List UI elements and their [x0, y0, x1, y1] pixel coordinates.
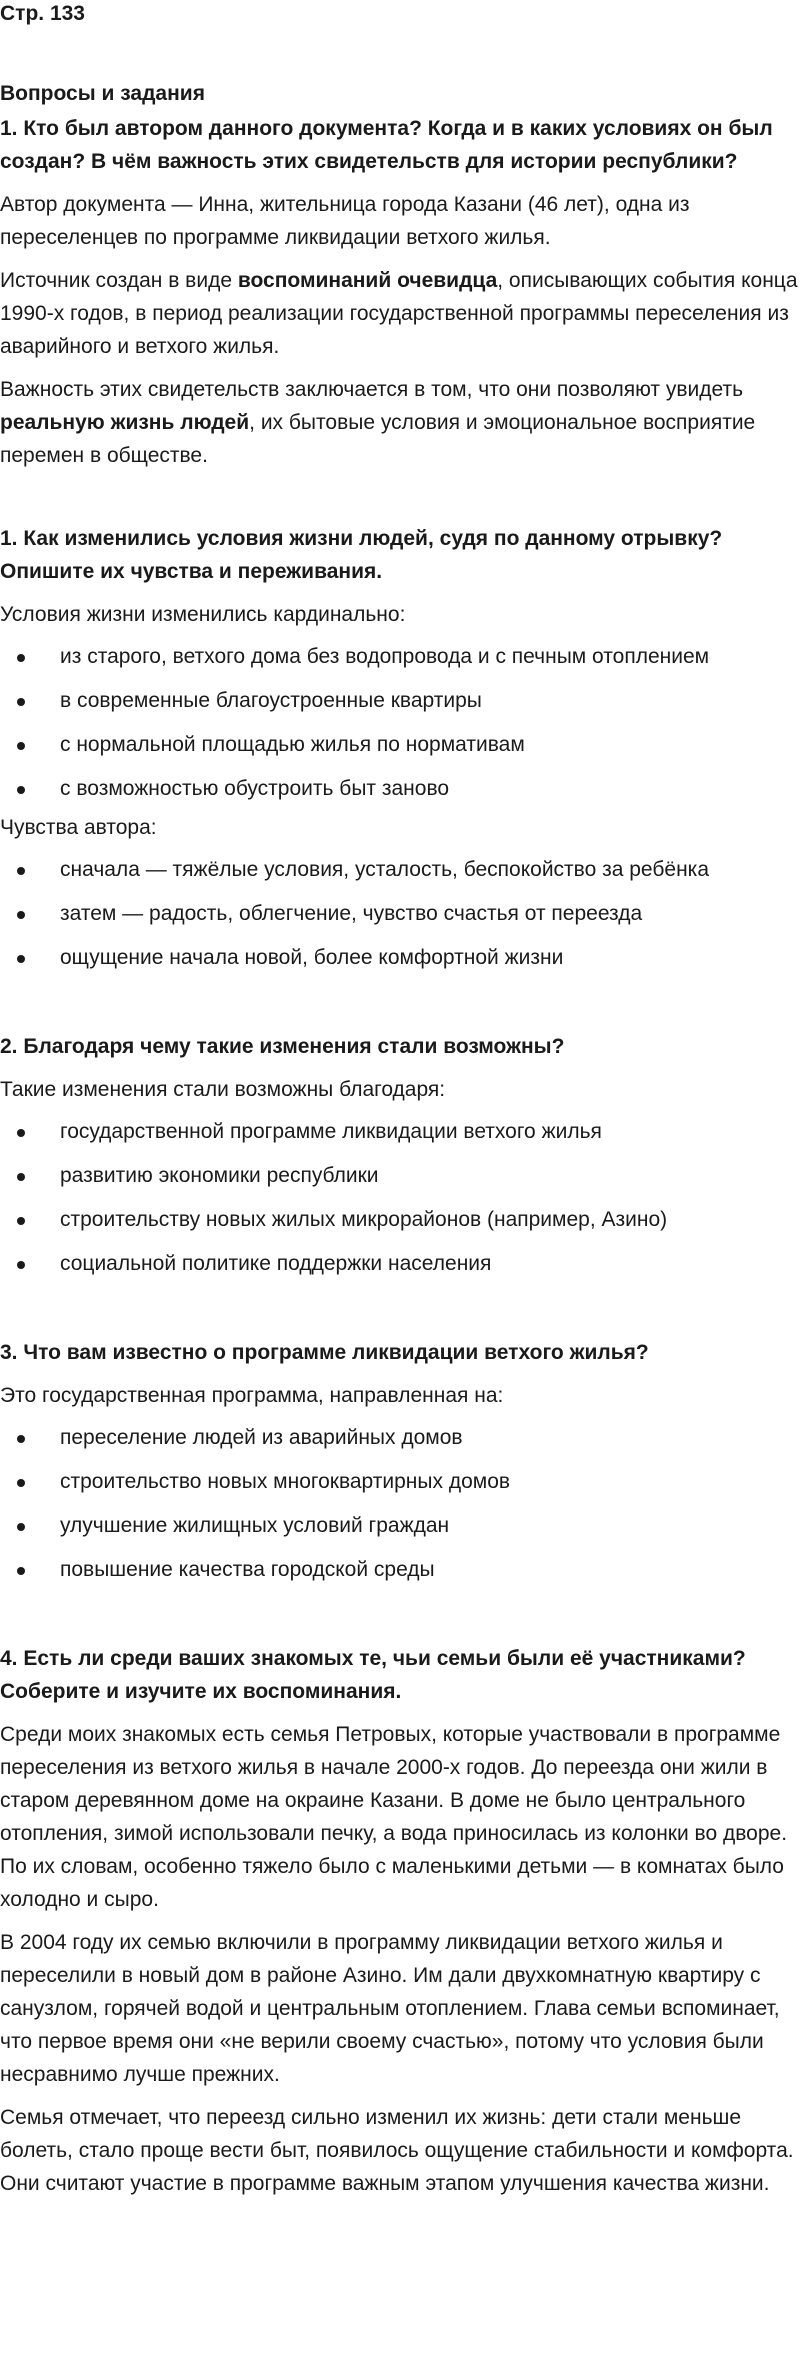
list-item-text: социальной политике поддержки населения — [60, 1252, 492, 1275]
answer-2-lead-2: Чувства автора: — [0, 816, 157, 839]
list-item — [0, 892, 800, 936]
bullet-icon — [17, 742, 25, 750]
question-4-heading: 3. Что вам известно о программе ликвидации ветхого жилья? — [0, 1341, 649, 1364]
list-item-text: строительству новых жилых микрорайонов (например, Азино) — [60, 1208, 668, 1231]
list-item-text: переселение людей из аварийных домов — [60, 1426, 463, 1449]
list-item-text: с возможностью обустроить быт заново — [60, 777, 450, 800]
answer-4-lead: Это государственная программа, направленная на: — [0, 1384, 504, 1407]
list-item-text: затем — радость, облегчение, чувство счастья от переезда — [60, 902, 643, 925]
text-run: , описывающих события конца 1990-х годов, в период реализации государственной программы переселения из аварийного и ветхого жилья. — [0, 269, 798, 358]
list-item — [0, 767, 800, 811]
text-run: , их бытовые условия и эмоциональное восприятие перемен в обществе. — [0, 411, 756, 467]
answer-1-paragraph-2 — [0, 264, 800, 363]
list-item — [0, 936, 800, 980]
list-item — [0, 848, 800, 892]
bold-text-run: реальную жизнь людей — [0, 411, 250, 434]
question-5-heading: 4. Есть ли среди ваших знакомых те, чьи семьи были её участниками? Соберите и изучите их воспоминания. — [0, 1647, 746, 1703]
bullet-icon — [17, 1129, 25, 1137]
answer-2-list-2 — [0, 848, 800, 980]
bullet-icon — [17, 1567, 25, 1575]
list-item-text: повышение качества городской среды — [60, 1558, 435, 1581]
list-item-text: государственной программе ликвидации ветхого жилья — [60, 1120, 602, 1143]
list-item — [0, 1548, 800, 1592]
list-item — [0, 723, 800, 767]
list-item-text: в современные благоустроенные квартиры — [60, 689, 482, 712]
list-item — [0, 1460, 800, 1504]
answer-1-paragraph-3 — [0, 373, 800, 472]
answer-5-paragraph-2: В 2004 году их семью включили в программу ликвидации ветхого жилья и переселили в новый дом в районе Азино. Им дали двухкомнатную квартиру с санузлом, горячей водой и центральным отоплением. Глава семьи вспоминает, что первое время они «не верили своему счастью», потому что условия были несравнимо лучше прежних. — [0, 1931, 780, 2086]
question-3-heading: 2. Благодаря чему такие изменения стали возможны? — [0, 1035, 565, 1058]
text-run: Важность этих свидетельств заключается в том, что они позволяют увидеть — [0, 378, 744, 401]
list-item-text: строительство новых многоквартирных домов — [60, 1470, 511, 1493]
bullet-icon — [17, 955, 25, 963]
list-item-text: улучшение жилищных условий граждан — [60, 1514, 450, 1537]
list-item — [0, 1198, 800, 1242]
bullet-icon — [17, 698, 25, 706]
question-1-heading: 1. Кто был автором данного документа? Когда и в каких условиях он был создан? В чём важность этих свидетельств для истории республики? — [0, 117, 773, 173]
list-item — [0, 1416, 800, 1460]
bullet-icon — [17, 1435, 25, 1443]
answer-5-paragraph-1: Среди моих знакомых есть семья Петровых, которые участвовали в программе переселения из ветхого жилья в начале 2000-х годов. До переезда они жили в старом деревянном доме на окраине Казани. В доме не было центрального отопления, зимой использовали печку, а вода приносилась из колонки во дворе. По их словам, особенно тяжело было с маленькими детьми — в комнатах было холодно и сыро. — [0, 1723, 788, 1911]
bullet-icon — [17, 911, 25, 919]
bullet-icon — [17, 1479, 25, 1487]
answer-3-list — [0, 1110, 800, 1286]
answer-3-lead: Такие изменения стали возможны благодаря: — [0, 1078, 446, 1101]
list-item — [0, 1504, 800, 1548]
list-item-text: сначала — тяжёлые условия, усталость, беспокойство за ребёнка — [60, 858, 710, 881]
list-item — [0, 635, 800, 679]
section-heading: Вопросы и задания — [0, 82, 205, 105]
answer-1-paragraph-1: Автор документа — Инна, жительница города Казани (46 лет), одна из переселенцев по программе ликвидации ветхого жилья. — [0, 193, 690, 249]
list-item — [0, 1154, 800, 1198]
bullet-icon — [17, 654, 25, 662]
list-item — [0, 679, 800, 723]
bullet-icon — [17, 867, 25, 875]
bullet-icon — [17, 1217, 25, 1225]
list-item-text: из старого, ветхого дома без водопровода и с печным отоплением — [60, 645, 710, 668]
bullet-icon — [17, 1173, 25, 1181]
text-run: Источник создан в виде — [0, 269, 238, 292]
list-item-text: ощущение начала новой, более комфортной жизни — [60, 946, 564, 969]
answer-2-list-1 — [0, 635, 800, 811]
bullet-icon — [17, 786, 25, 794]
answer-5-paragraph-3: Семья отмечает, что переезд сильно изменил их жизнь: дети стали меньше болеть, стало проще вести быт, появилось ощущение стабильности и комфорта. Они считают участие в программе важным этапом улучшения качества жизни. — [0, 2106, 794, 2195]
list-item — [0, 1242, 800, 1286]
list-item-text: с нормальной площадью жилья по нормативам — [60, 733, 525, 756]
bullet-icon — [17, 1261, 25, 1269]
list-item-text: развитию экономики республики — [60, 1164, 379, 1187]
page-number: Стр. 133 — [0, 2, 85, 25]
answer-2-lead-1: Условия жизни изменились кардинально: — [0, 603, 406, 626]
answer-4-list — [0, 1416, 800, 1592]
list-item — [0, 1110, 800, 1154]
question-2-heading: 1. Как изменились условия жизни людей, судя по данному отрывку? Опишите их чувства и переживания. — [0, 527, 723, 583]
bold-text-run: воспоминаний очевидца — [237, 269, 498, 292]
bullet-icon — [17, 1523, 25, 1531]
